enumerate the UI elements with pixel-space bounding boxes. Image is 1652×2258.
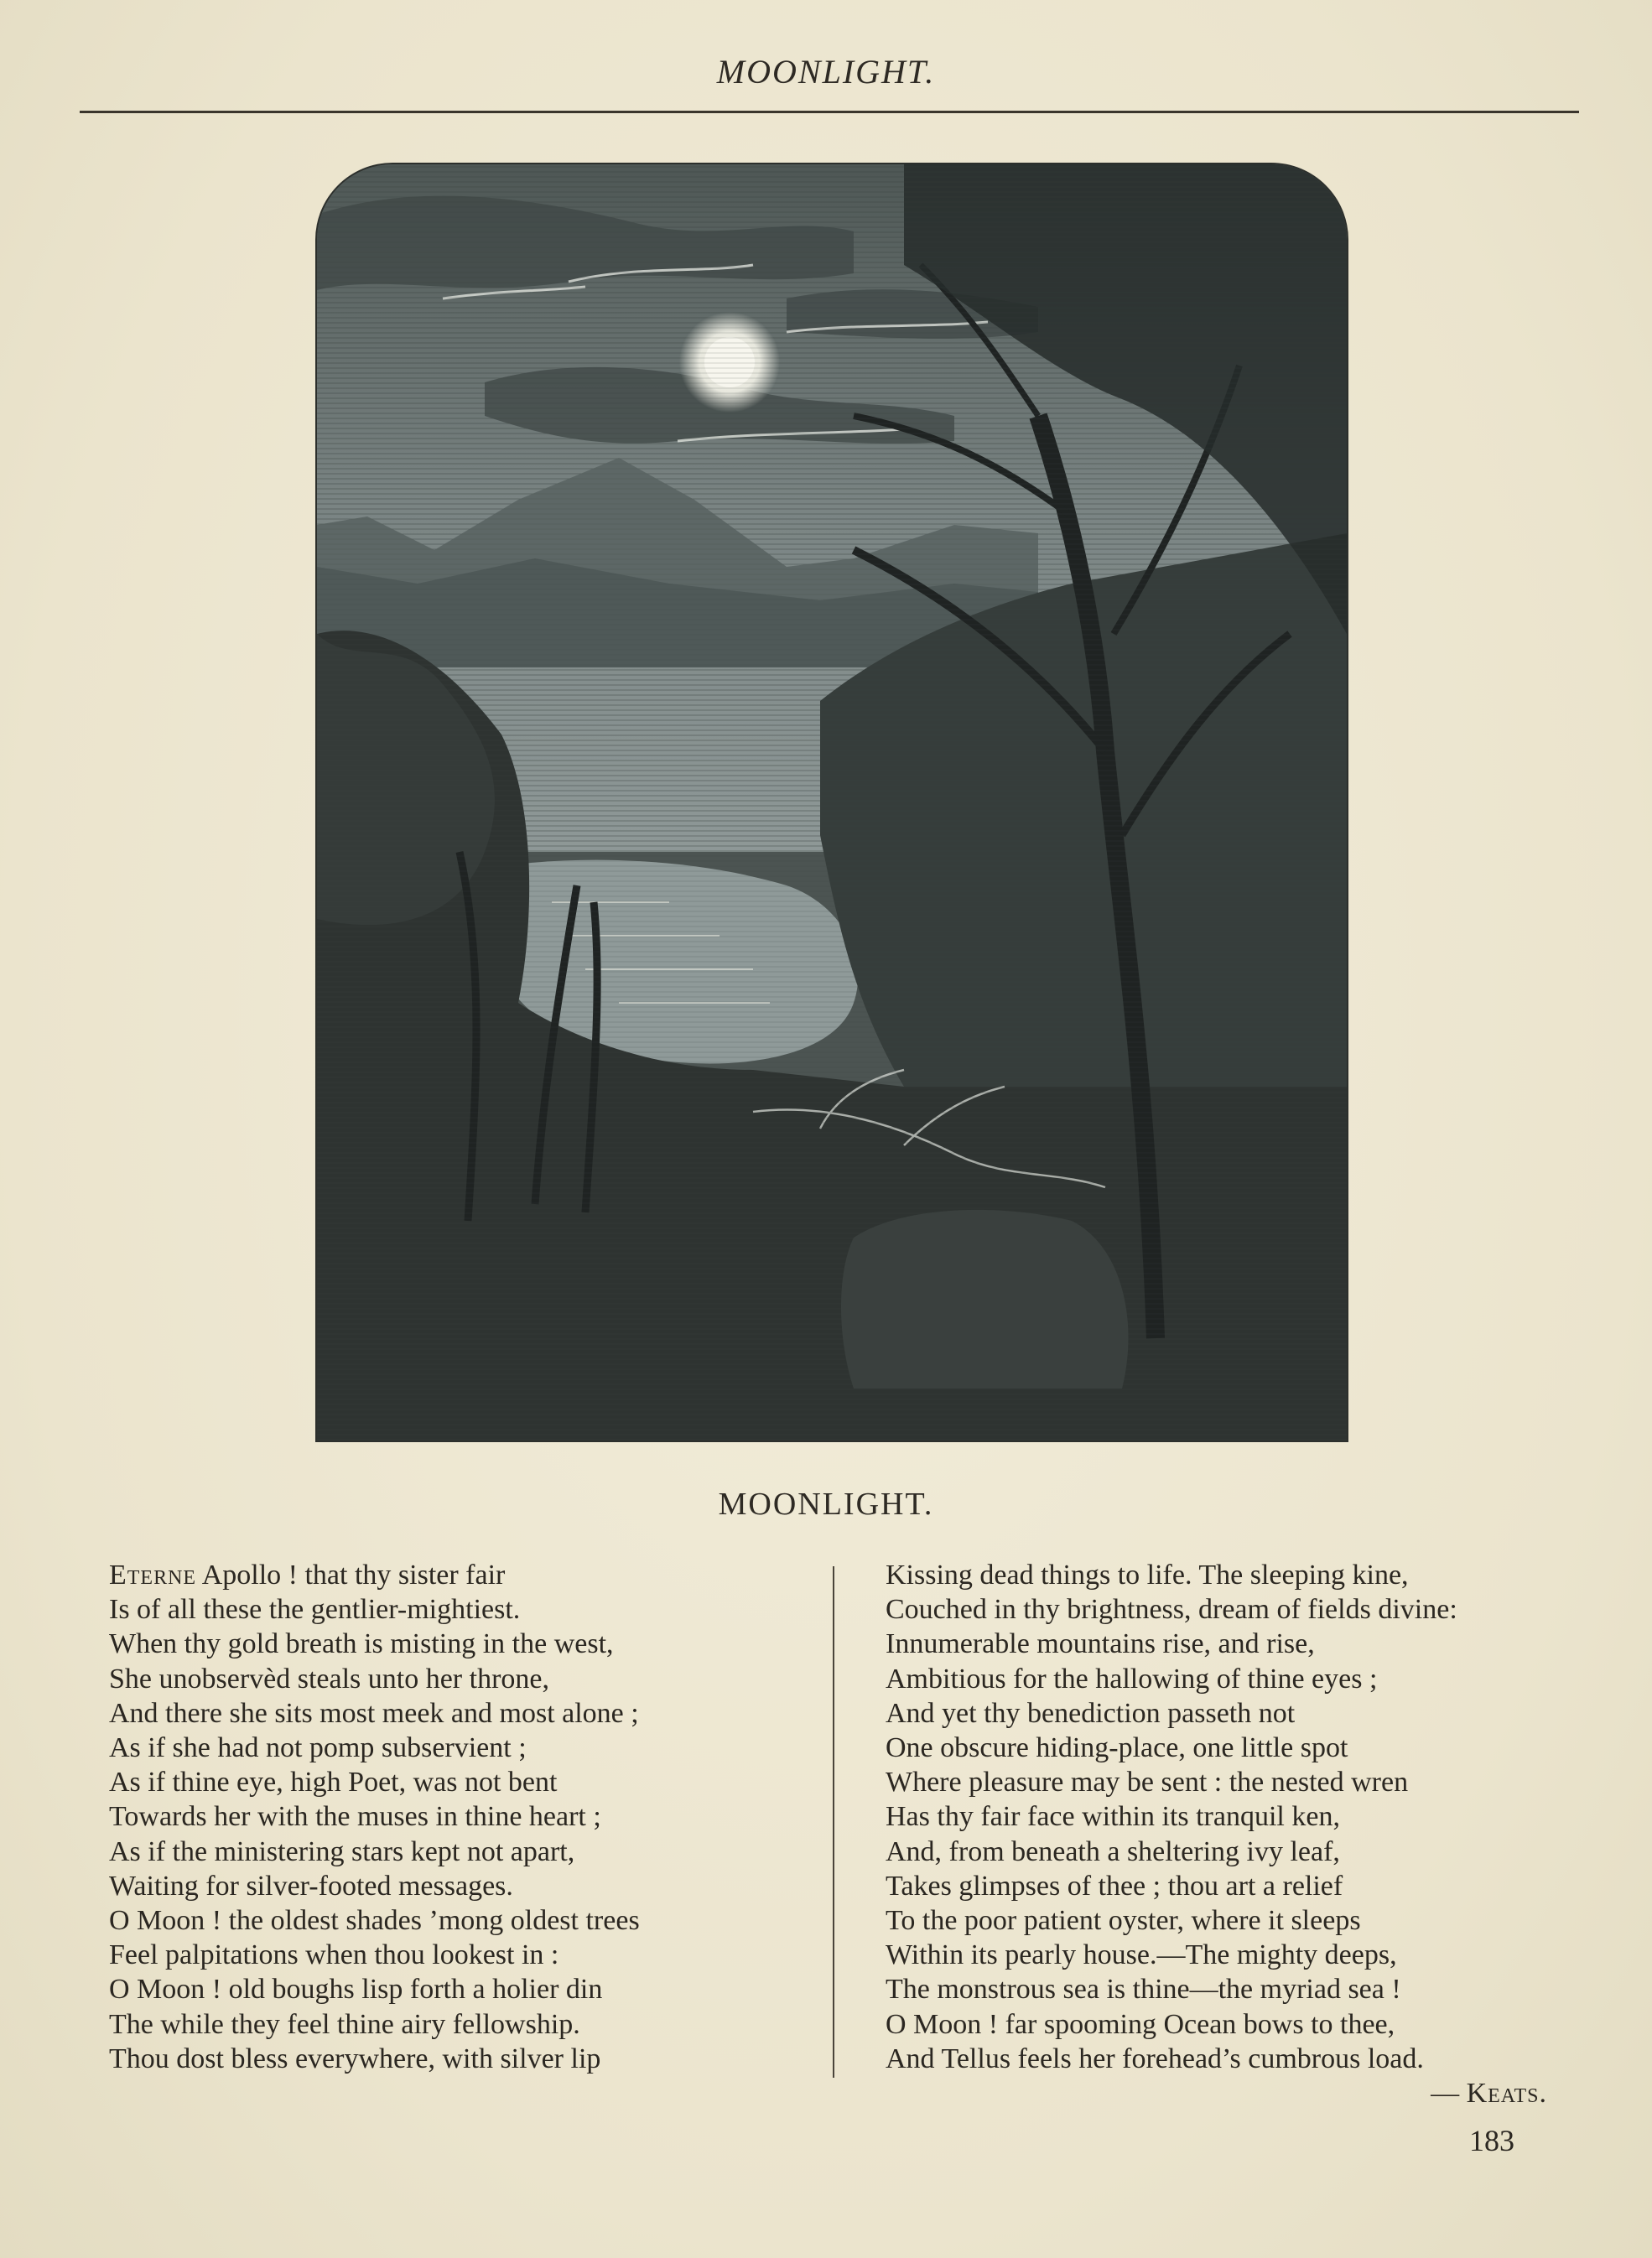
illustration-caption: MOONLIGHT. [718,1487,934,1522]
poem-line: One obscure hiding-place, one little spot [886,1732,1348,1764]
author-signature [1431,2078,1547,2110]
author-name: Keats. [1466,2078,1547,2109]
page-number: 183 [1469,2124,1514,2157]
poem-line: Towards her with the muses in thine heart ; [109,1801,601,1833]
poem-line [109,1558,830,1592]
poem-line: She unobservèd steals unto her throne, [109,1663,549,1695]
poem-left-column [109,1558,830,2076]
poem-line: O Moon ! old boughs lisp forth a holier din [109,1974,603,2006]
poem-line: Waiting for silver-footed messages. [109,1870,513,1902]
poem-line: Feel palpitations when thou lookest in : [109,1939,559,1971]
poem-line: O Moon ! far spooming Ocean bows to thee, [886,2008,1395,2040]
running-head: MOONLIGHT. [716,53,936,91]
moonlight-engraving [317,164,1347,1440]
poem-line: Within its pearly house.—The mighty deeps, [886,1939,1397,1971]
poem-line: Ambitious for the hallowing of thine eyes ; [886,1663,1378,1695]
poem-line: The monstrous sea is thine—the myriad sea ! [886,1974,1401,2006]
poem-line: O Moon ! the oldest shades ’mong oldest trees [109,1905,640,1937]
column-divider [833,1566,834,2078]
poem-line: The while they feel thine airy fellowship. [109,2008,580,2040]
signature-dash: — [1431,2078,1467,2109]
first-line-rest: Apollo ! that thy sister fair [196,1560,506,1591]
poem-line: As if thine eye, high Poet, was not bent [109,1767,558,1799]
poem-right-column [886,1558,1590,2076]
poem-line: Has thy fair face within its tranquil ken, [886,1801,1340,1833]
poem-line: Couched in thy brightness, dream of fields divine: [886,1594,1457,1626]
poem-line: Kissing dead things to life. The sleeping kine, [886,1560,1409,1591]
poem-line: Is of all these the gentlier-mightiest. [109,1594,521,1626]
poem-line: As if she had not pomp subservient ; [109,1732,527,1764]
poem-line: And Tellus feels her forehead’s cumbrous load. [886,2043,1424,2074]
poem-line: Thou dost bless everywhere, with silver lip [109,2043,601,2074]
poem-line: Takes glimpses of thee ; thou art a relief [886,1870,1343,1902]
engraving-svg [317,164,1347,1440]
poem-line: And there she sits most meek and most alone ; [109,1697,639,1729]
poem-line: As if the ministering stars kept not apart, [109,1835,575,1867]
drop-initial-word: Eterne [109,1560,197,1591]
poem-line: And yet thy benediction passeth not [886,1697,1296,1729]
poem-line: When thy gold breath is misting in the west, [109,1628,614,1660]
poem-line: Where pleasure may be sent : the nested wren [886,1767,1409,1799]
poem-line: Innumerable mountains rise, and rise, [886,1628,1315,1660]
poem-line: To the poor patient oyster, where it sleeps [886,1905,1361,1937]
header-rule [80,111,1579,113]
poem-line: And, from beneath a sheltering ivy leaf, [886,1835,1340,1867]
